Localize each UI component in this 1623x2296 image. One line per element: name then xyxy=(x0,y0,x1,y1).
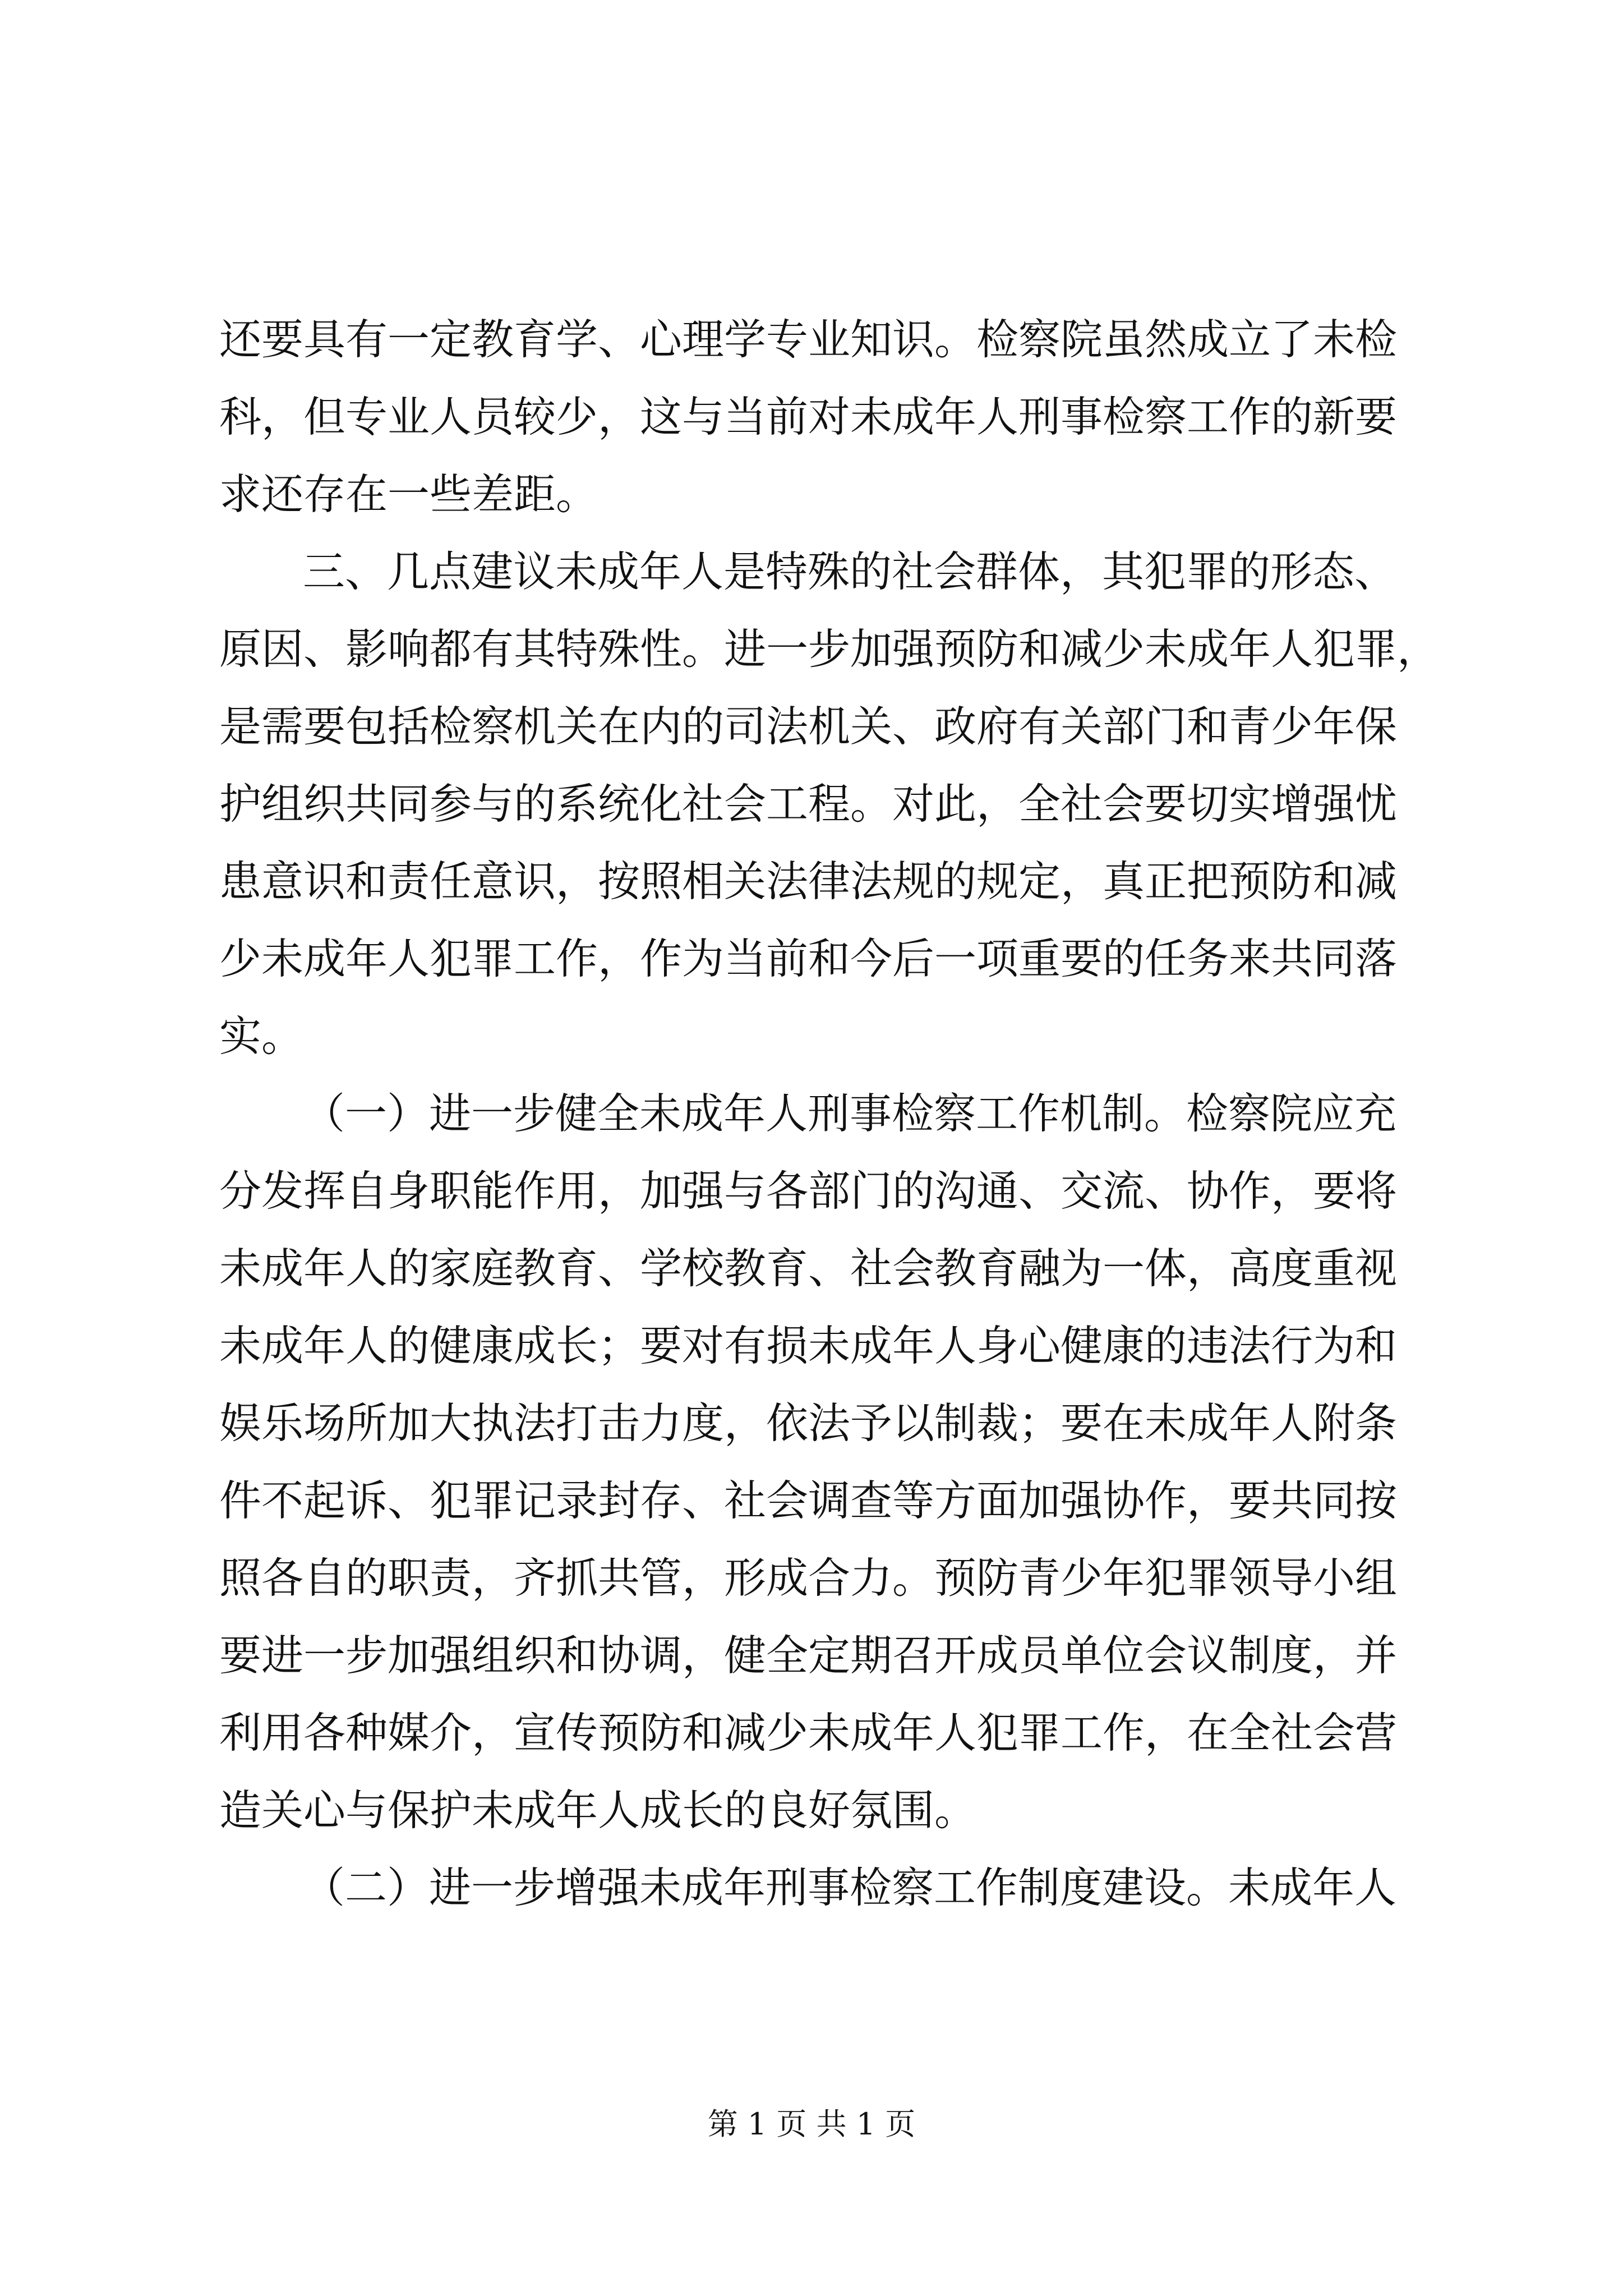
body-text-line: 求还存在一些差距。 xyxy=(219,470,598,519)
body-text-line: 患意识和责任意识，按照相关法律法规的规定，真正把预防和减 xyxy=(219,857,1398,906)
body-text-line: 照各自的职责，齐抓共管，形成合力。预防青少年犯罪领导小组 xyxy=(219,1553,1398,1603)
body-text-line: （一）进一步健全未成年人刑事检察工作机制。检察院应充 xyxy=(303,1089,1397,1138)
body-text-line: 实。 xyxy=(219,1011,304,1061)
body-text-line: 件不起诉、犯罪记录封存、社会调查等方面加强协作，要共同按 xyxy=(219,1476,1398,1525)
body-text-line: 利用各种媒介，宣传预防和减少未成年人犯罪工作，在全社会营 xyxy=(219,1708,1398,1757)
body-text-line: 三、几点建议未成年人是特殊的社会群体，其犯罪的形态、 xyxy=(303,547,1397,596)
body-text-line: 原因、影响都有其特殊性。进一步加强预防和减少未成年人犯罪， xyxy=(219,624,1440,674)
body-text-line: 未成年人的家庭教育、学校教育、社会教育融为一体，高度重视 xyxy=(219,1244,1398,1293)
body-text-line: 未成年人的健康成长；要对有损未成年人身心健康的违法行为和 xyxy=(219,1321,1398,1370)
body-text-line: 娱乐场所加大执法打击力度，依法予以制裁；要在未成年人附条 xyxy=(219,1398,1398,1448)
body-text-line: 造关心与保护未成年人成长的良好氛围。 xyxy=(219,1786,977,1835)
body-text-line: 分发挥自身职能作用，加强与各部门的沟通、交流、协作，要将 xyxy=(219,1166,1398,1216)
body-text-line: 要进一步加强组织和协调，健全定期召开成员单位会议制度，并 xyxy=(219,1631,1398,1680)
page-number-footer: 第 1 页 共 1 页 xyxy=(707,2106,916,2142)
body-text-line: 还要具有一定教育学、心理学专业知识。检察院虽然成立了未检 xyxy=(219,315,1398,364)
body-text-line: 是需要包括检察机关在内的司法机关、政府有关部门和青少年保 xyxy=(219,702,1398,751)
body-text-line: 科，但专业人员较少，这与当前对未成年人刑事检察工作的新要 xyxy=(219,392,1398,441)
body-text-line: 少未成年人犯罪工作，作为当前和今后一项重要的任务来共同落 xyxy=(219,934,1398,983)
body-text-line: 护组织共同参与的系统化社会工程。对此，全社会要切实增强忧 xyxy=(219,779,1398,829)
body-text-line: （二）进一步增强未成年刑事检察工作制度建设。未成年人 xyxy=(303,1863,1397,1912)
